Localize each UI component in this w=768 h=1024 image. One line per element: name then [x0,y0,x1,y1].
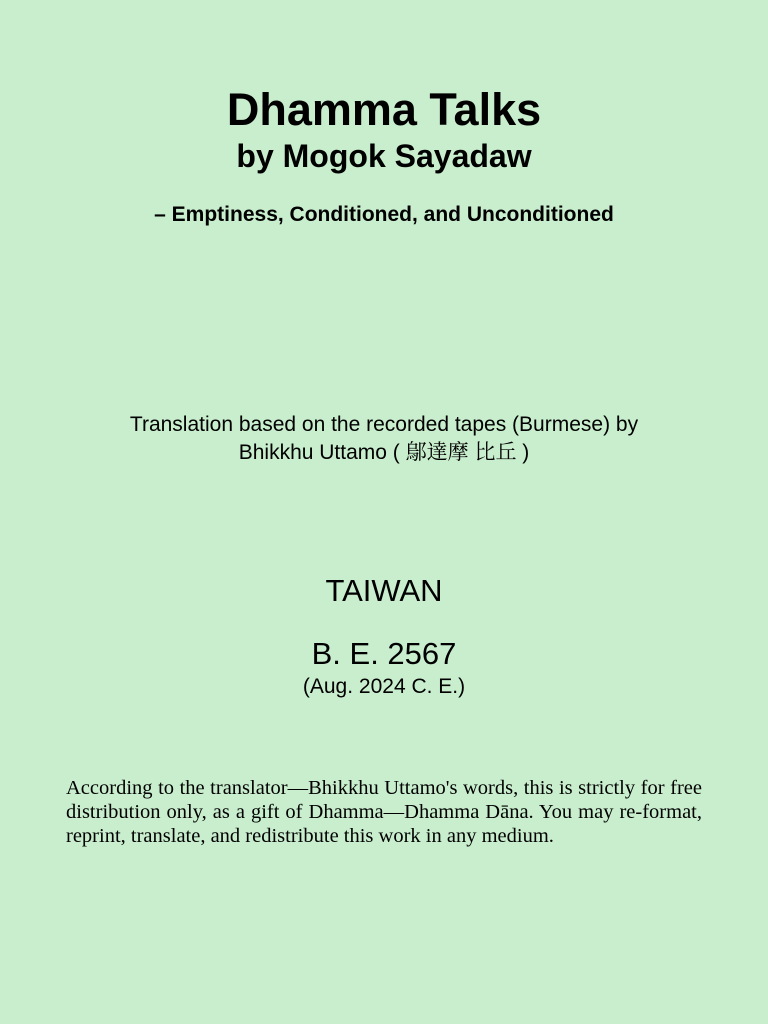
translation-note: Translation based on the recorded tapes (Burmese) by [129,413,639,436]
author-byline: by Mogok Sayadaw [236,138,532,174]
translator-name: Bhikkhu Uttamo ( 鄔達摩 比丘 ) [238,441,530,464]
document-subtitle: – Emptiness, Conditioned, and Unconditioned [154,203,614,226]
buddhist-era-date: B. E. 2567 [311,636,457,671]
common-era-date: (Aug. 2024 C. E.) [302,675,466,698]
distribution-notice: According to the translator—Bhikkhu Uttamo's words, this is strictly for free distribution only, as a gift of Dhamma—Dhamma Dāna. You may re-format, reprint, translate, and redistribute this work in any medium. [66,777,702,847]
country-label: TAIWAN [325,573,443,608]
document-title: Dhamma Talks [226,84,542,135]
